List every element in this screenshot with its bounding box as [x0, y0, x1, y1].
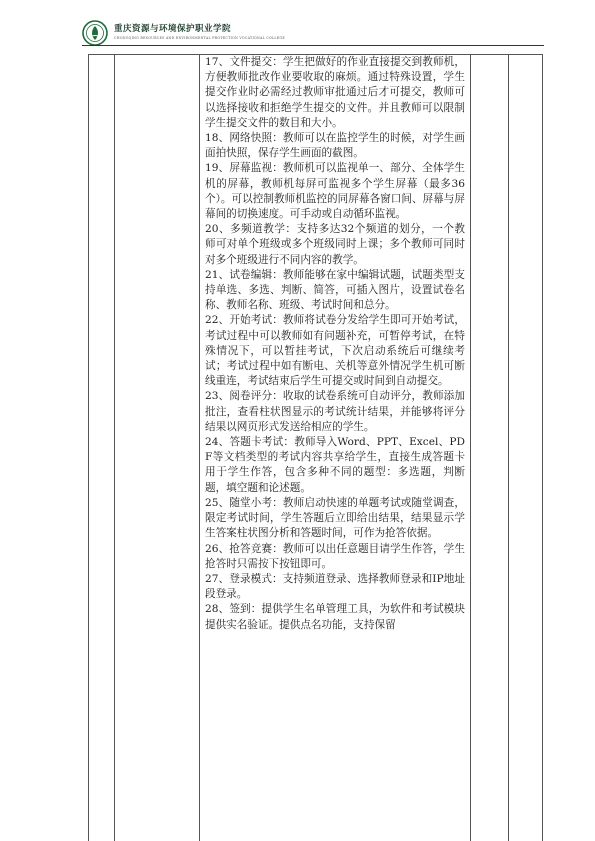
table-column-divider	[88, 54, 89, 841]
spec-item-24: 24、答题卡考试：教师导入Word、PPT、Excel、PDF等文档类型的考试内容共享给学生，直接生成答题卡用于学生作答，包含多种不同的题型：多选题，判断题，填空题和论述题。	[205, 436, 465, 494]
spec-item-18: 18、网络快照：教师可以在监控学生的时候，对学生画面拍快照，保存学生画面的截图。	[205, 132, 465, 160]
table-column-divider	[199, 54, 200, 841]
table-column-divider	[114, 54, 115, 841]
spec-item-19: 19、屏幕监视：教师机可以监视单一、部分、全体学生机的屏幕，教师机每屏可监视多个学生屏幕（最多36个）。可以控制教师机监控的同屏幕各窗口间、屏幕与屏幕间的切换速度。可手动或自动循环监视。	[205, 162, 465, 221]
table-column-divider	[508, 54, 509, 841]
org-subtitle: CHONGQING RESOURCES AND ENVIRONMENTAL PROTECTION VOCATIONAL COLLEGE	[114, 36, 285, 40]
table-column-divider	[542, 54, 543, 841]
spec-item-22: 22、开始考试：教师将试卷分发给学生即可开始考试，考试过程中可以教师如有问题补充，可暂停考试，在特殊情况下，可以暂挂考试，下次启动系统后可继续考试；考试过程中如有断电、关机等意外情况学生机可断线重连，考试结束后学生可提交或时间到自动提交。	[205, 314, 465, 388]
header-divider	[82, 45, 544, 46]
spec-item-20: 20、多频道教学：支持多达32个频道的划分，一个教师可对单个班级或多个班级同时上课；多个教师可同时对多个班级进行不同内容的教学。	[205, 223, 465, 266]
spec-item-26: 26、抢答竞赛：教师可以出任意题目请学生作答，学生抢答时只需按下按钮即可。	[205, 542, 465, 570]
spec-item-21: 21、试卷编辑：教师能够在家中编辑试题，试题类型支持单选、多选、判断、简答，可插入图片，设置试卷名称、教师名称、班级、考试时间和总分。	[205, 268, 465, 312]
page-header	[82, 18, 542, 48]
spec-item-25: 25、随堂小考：教师启动快速的单题考试或随堂调查，限定考试时间，学生答题后立即给出结果，结果显示学生答案柱状图分析和答题时间，可作为抢答依据。	[205, 496, 465, 540]
org-name: 重庆资源与环境保护职业学院	[114, 24, 232, 34]
spec-item-23: 23、阅卷评分：收取的试卷系统可自动评分，教师添加批注，查看柱状图显示的考试统计结果，并能够将评分结果以网页形式发送给相应的学生。	[205, 390, 465, 433]
table-column-divider	[470, 54, 471, 841]
college-seal-logo	[82, 20, 108, 46]
spec-text-cell	[205, 55, 465, 633]
spec-item-28: 28、签到：提供学生名单管理工具，为软件和考试模块提供实名验证。提供点名功能，支持保留	[205, 603, 465, 631]
spec-item-17: 17、文件提交：学生把做好的作业直接提交到教师机，方便教师批改作业要收取的麻烦。通过特殊设置，学生提交作业时必需经过教师审批通过后才可提交，教师可以选择接收和拒绝学生提交的文件。并且教师可以限制学生提交文件的数目和大小。	[205, 56, 465, 129]
spec-item-27: 27、登录模式：支持频道登录、选择教师登录和IP地址段登录。	[205, 572, 465, 601]
